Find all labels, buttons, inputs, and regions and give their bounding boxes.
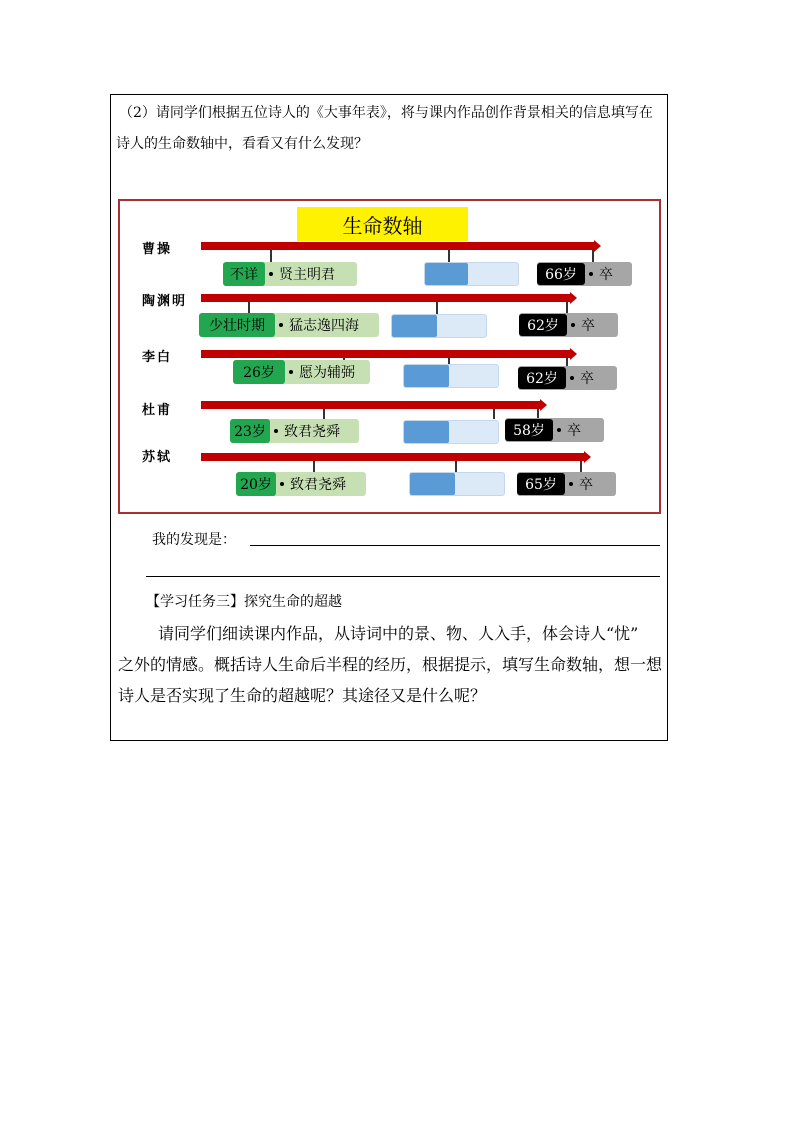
end-age: 62岁 [519,314,567,336]
life-axis-bar [203,350,571,358]
progress-fill [392,315,437,337]
bullet-icon [557,428,561,432]
progress-bar [403,420,499,444]
task3-line-1: 请同学们细读课内作品，从诗词中的景、物、人入手，体会诗人“忧” [158,624,639,643]
end-age: 58岁 [505,419,553,441]
axis-tick [323,409,325,419]
end-event-pill [537,262,632,286]
end-age: 66岁 [537,263,585,285]
axis-tick [455,461,457,472]
start-tag: 少壮时期 [199,313,275,337]
start-tag: 26岁 [233,360,285,384]
poet-name: 陶渊明 [142,294,188,309]
bullet-icon [570,376,574,380]
answer-line[interactable] [250,545,660,546]
progress-fill [404,421,449,443]
discovery-label: 我的发现是： [152,532,236,548]
end-event: 卒 [579,477,593,493]
start-event: 愿为辅弼 [299,365,355,381]
axis-tick [493,409,495,419]
axis-tick [580,461,582,472]
poet-name: 曹操 [142,242,173,257]
progress-bar [391,314,487,338]
life-axis-bar [203,453,585,461]
life-axis-bar [203,242,595,250]
axis-tick [592,250,594,262]
progress-fill [410,473,455,495]
start-tag: 20岁 [236,472,276,496]
end-event-pill [505,418,604,442]
axis-tick [313,461,315,472]
intro-line-2: 诗人的生命数轴中，看看又有什么发现？ [116,136,368,152]
start-event: 猛志逸四海 [289,318,359,334]
axis-tick [448,250,450,262]
task3-line-3: 诗人是否实现了生命的超越呢？其途径又是什么呢？ [118,686,487,705]
start-tag: 不详 [223,262,265,286]
start-event: 致君尧舜 [290,477,346,493]
timeline-title: 生命数轴 [297,207,468,241]
end-event: 卒 [581,318,595,334]
bullet-icon [269,272,273,276]
start-event-pill [233,360,370,384]
end-event-pill [517,472,616,496]
end-event: 卒 [567,423,581,439]
end-event-pill [519,313,618,337]
start-tag: 23岁 [230,419,270,443]
axis-tick [436,302,438,314]
poet-name: 李白 [142,350,173,365]
end-event: 卒 [599,267,613,283]
start-event-pill [230,419,359,443]
progress-fill [425,263,468,285]
start-event-pill [223,262,357,286]
start-event-pill [236,472,366,496]
end-event: 卒 [580,371,594,387]
bullet-icon [280,482,284,486]
answer-line[interactable] [146,576,660,577]
poet-name: 苏轼 [142,450,173,465]
bullet-icon [274,429,278,433]
start-event: 贤主明君 [279,267,335,283]
bullet-icon [571,323,575,327]
bullet-icon [279,323,283,327]
life-axis-bar [203,401,541,409]
poet-name: 杜甫 [142,403,173,418]
start-event: 致君尧舜 [284,424,340,440]
bullet-icon [569,482,573,486]
bullet-icon [289,370,293,374]
progress-fill [404,365,449,387]
progress-bar [403,364,499,388]
end-age: 65岁 [517,473,565,495]
start-event-pill [199,313,379,337]
end-age: 62岁 [518,367,566,389]
bullet-icon [589,272,593,276]
task3-line-2: 之外的情感。概括诗人生命后半程的经历，根据提示，填写生命数轴，想一想 [118,655,663,674]
life-axis-bar [203,294,571,302]
progress-bar [424,262,519,286]
intro-line-1: （2）请同学们根据五位诗人的《大事年表》，将与课内作品创作背景相关的信息填写在 [119,105,653,121]
progress-bar [409,472,505,496]
end-event-pill [518,366,617,390]
task3-heading: 【学习任务三】探究生命的超越 [146,594,342,610]
axis-tick [270,250,272,262]
